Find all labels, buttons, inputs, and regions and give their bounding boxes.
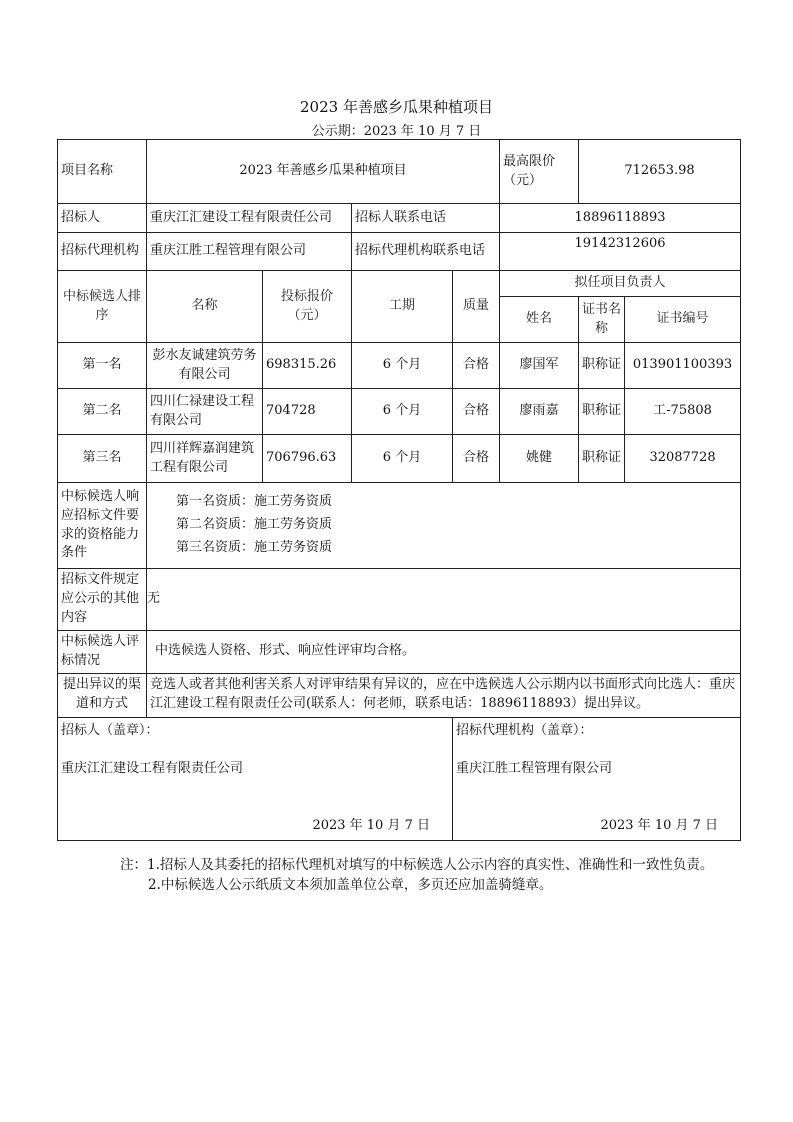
candidate-price: 698315.26 <box>263 343 352 389</box>
evaluation-label: 中标候选人评标情况 <box>58 631 147 674</box>
table-row <box>58 343 741 389</box>
qualification-row <box>58 483 741 569</box>
candidate-name: 四川仁禄建设工程有限公司 <box>147 389 263 435</box>
candidate-quality: 合格 <box>453 389 500 435</box>
candidate-price: 706796.63 <box>263 435 352 483</box>
evaluation-value: 中选候选人资格、形式、响应性评审均合格。 <box>147 631 741 674</box>
max-price-label: 最高限价（元） <box>500 140 579 204</box>
agency-phone-value: 19142312606 <box>500 233 741 271</box>
table-row <box>58 435 741 483</box>
candidate-name: 四川祥辉嘉润建筑工程有限公司 <box>147 435 263 483</box>
candidate-manager: 廖雨嘉 <box>500 389 579 435</box>
qualification-label: 中标候选人响应招标文件要求的资格能力条件 <box>58 483 147 569</box>
bid-price-header: 投标报价（元） <box>263 271 352 343</box>
candidate-name: 彭水友诚建筑劳务有限公司 <box>147 343 263 389</box>
candidate-duration: 6 个月 <box>352 435 453 483</box>
tenderer-seal-label: 招标人（盖章）： <box>61 722 159 738</box>
agency-seal-cell <box>453 717 741 840</box>
agency-label: 招标代理机构 <box>58 233 147 271</box>
candidate-rank: 第二名 <box>58 389 147 435</box>
candidate-header-row-1 <box>58 271 741 297</box>
candidate-duration: 6 个月 <box>352 343 453 389</box>
manager-group-header: 拟任项目负责人 <box>500 271 741 297</box>
candidate-quality: 合格 <box>453 435 500 483</box>
note-2: 2.中标候选人公示纸质文本须加盖单位公章，多页还应加盖骑缝章。 <box>148 877 553 894</box>
candidate-rank: 第一名 <box>58 343 147 389</box>
candidate-cert-no: 32087728 <box>625 435 741 483</box>
other-content-row <box>58 569 741 631</box>
tenderer-seal-date: 2023 年 10 月 7 日 <box>312 817 430 833</box>
duration-header: 工期 <box>352 271 453 343</box>
candidate-name-header: 名称 <box>147 271 263 343</box>
objection-label: 提出异议的渠道和方式 <box>58 673 147 717</box>
agency-seal-date: 2023 年 10 月 7 日 <box>600 817 719 833</box>
qualification-line: 第三名资质：施工劳务资质 <box>176 539 333 555</box>
quality-header: 质量 <box>453 271 500 343</box>
rank-header: 中标候选人排序 <box>58 271 147 343</box>
max-price-value: 712653.98 <box>579 140 741 204</box>
announcement-table <box>57 139 741 841</box>
candidate-cert: 职称证 <box>579 435 625 483</box>
cert-name-header: 证书名称 <box>579 297 625 343</box>
agency-row <box>58 233 741 271</box>
qualification-line: 第一名资质：施工劳务资质 <box>176 494 333 510</box>
tenderer-phone-value: 18896118893 <box>500 204 741 233</box>
agency-value: 重庆江胜工程管理有限公司 <box>147 233 352 271</box>
candidate-cert-no: 013901100393 <box>625 343 741 389</box>
tenderer-row <box>58 204 741 233</box>
candidate-cert: 职称证 <box>579 389 625 435</box>
signature-row <box>58 717 741 840</box>
candidate-quality: 合格 <box>453 343 500 389</box>
objection-value: 竞选人或者其他利害关系人对评审结果有异议的，应在中选候选人公示期内以书面形式向比选人：重庆江汇建设工程有限责任公司(联系人：何老师，联系电话：18896118893）提出异议。 <box>147 673 741 717</box>
other-content-value: 无 <box>147 569 741 631</box>
note-1: 注：1.招标人及其委托的招标代理机对填写的中标候选人公示内容的真实性、准确性和一致性负责。 <box>120 857 714 873</box>
candidate-cert-no: 工-75808 <box>625 389 741 435</box>
candidate-rank: 第三名 <box>58 435 147 483</box>
candidate-manager: 姚健 <box>500 435 579 483</box>
document-title: 2023 年善感乡瓜果种植项目 <box>300 98 493 116</box>
notes <box>120 856 720 894</box>
candidate-manager: 廖国军 <box>500 343 579 389</box>
candidate-cert: 职称证 <box>579 343 625 389</box>
evaluation-row <box>58 631 741 674</box>
candidate-duration: 6 个月 <box>352 389 453 435</box>
tenderer-seal-cell <box>58 717 453 840</box>
candidate-price: 704728 <box>263 389 352 435</box>
notice-period: 公示期：2023 年 10 月 7 日 <box>311 124 482 139</box>
project-name-label: 项目名称 <box>58 140 147 204</box>
project-row <box>58 140 741 204</box>
manager-name-header: 姓名 <box>500 297 579 343</box>
qualification-line: 第二名资质：施工劳务资质 <box>176 517 333 533</box>
agency-seal-label: 招标代理机构（盖章）： <box>456 722 593 738</box>
tenderer-value: 重庆江汇建设工程有限责任公司 <box>147 204 352 233</box>
qualification-content <box>147 483 741 569</box>
table-row <box>58 389 741 435</box>
other-content-label: 招标文件规定应公示的其他内容 <box>58 569 147 631</box>
tenderer-label: 招标人 <box>58 204 147 233</box>
tenderer-phone-label: 招标人联系电话 <box>352 204 500 233</box>
tenderer-seal-name: 重庆江汇建设工程有限责任公司 <box>61 760 244 776</box>
agency-phone-label: 招标代理机构联系电话 <box>352 233 500 271</box>
cert-no-header: 证书编号 <box>625 297 741 343</box>
objection-row <box>58 673 741 717</box>
project-name-value: 2023 年善感乡瓜果种植项目 <box>147 140 500 204</box>
agency-seal-name: 重庆江胜工程管理有限公司 <box>456 760 613 776</box>
